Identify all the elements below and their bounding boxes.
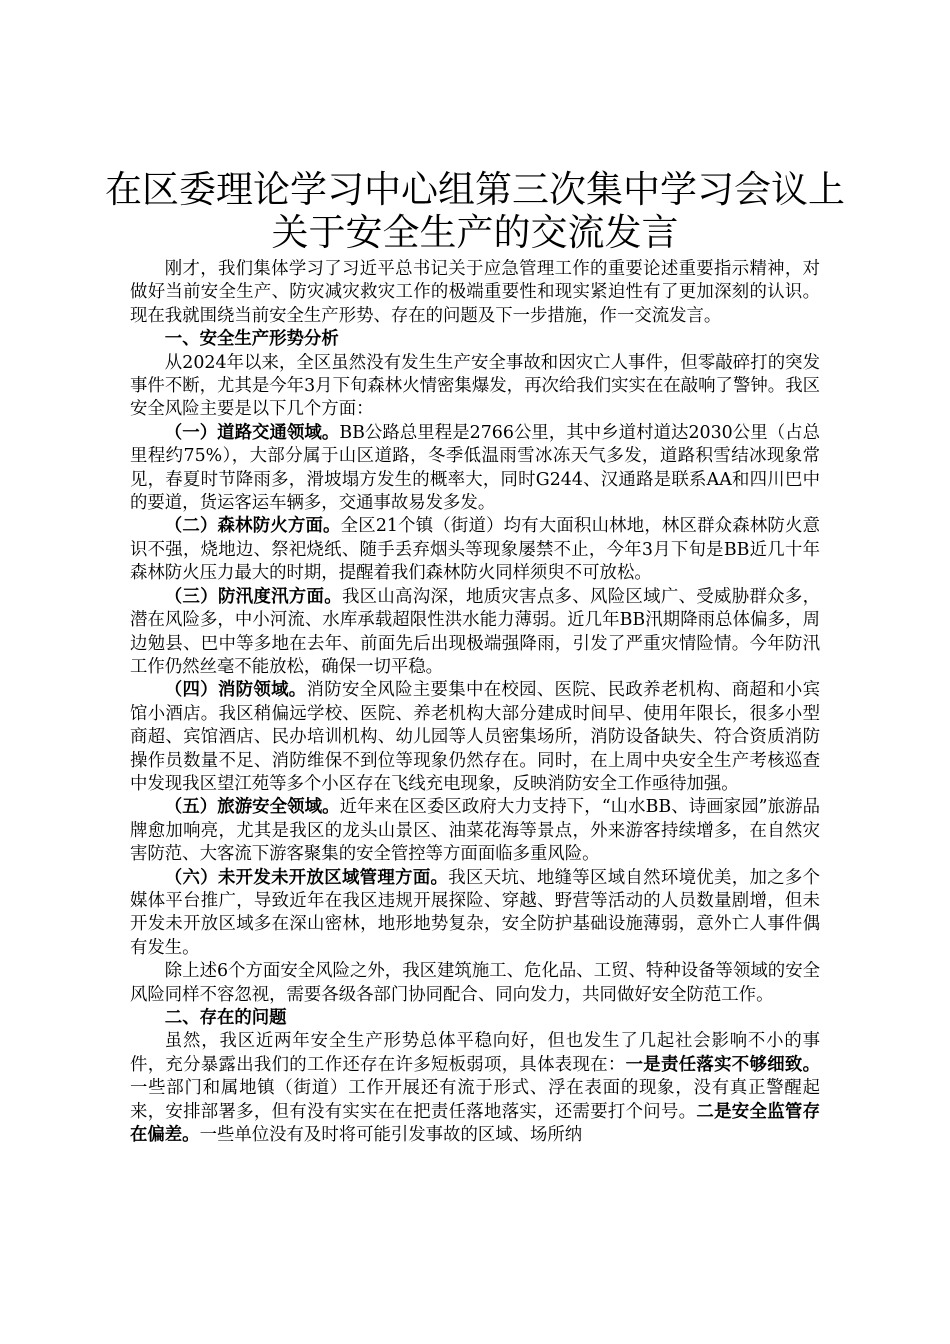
risk-item-3-label: （三）防汛度汛方面。 — [164, 586, 342, 607]
risk-item-2 — [130, 515, 820, 585]
section-1-lead: 从2024年以来，全区虽然没有发生生产安全事故和因灾亡人事件，但零敲碎打的突发事件不断，尤其是今年3月下旬森林火情密集爆发，再次给我们实实在在敲响了警钟。我区安全风险主要是以下几个方面： — [130, 352, 820, 420]
intro-paragraph: 刚才，我们集体学习了习近平总书记关于应急管理工作的重要论述重要指示精神，对做好当前安全生产、防灾减灾救灾工作的极端重要性和现实紧迫性有了更加深刻的认识。现在我就围绕当前安全生产形势、存在的问题及下一步措施，作一交流发言。 — [130, 259, 820, 326]
risk-item-4-label: （四）消防领域。 — [164, 680, 307, 701]
title-line-1: 在区委理论学习中心组第三次集中学习会议上 — [105, 168, 845, 211]
risk-item-1 — [130, 422, 820, 516]
section-2-point-2: 二是安全监管存在偏差。 — [130, 1101, 820, 1146]
title-line-2: 关于安全生产的交流发言 — [271, 211, 679, 254]
risk-item-1-text: BB公路总里程是2766公里，其中乡道村道达2030公里（占总里程约75%），大部分属于山区道路，冬季低温雨雪冰冻天气多发，道路积雪结冰现象常见，春夏时节降雨多，滑坡塌方发生的概率大，同时G244、汉通路是联系AA和四川巴中的要道，货运客运车辆多，交通事故易发多发。 — [130, 422, 820, 514]
document-title — [100, 168, 850, 254]
risk-item-4 — [130, 679, 820, 796]
section-2-text-c: 一些单位没有及时将可能引发事故的区域、场所纳 — [199, 1125, 583, 1146]
section-2-text-b: 一些部门和属地镇（街道）工作开展还有流于形式、浮在表面的现象，没有真正警醒起来，安排部署多，但有没有实实在在把责任落地落实，还需要打个问号。 — [130, 1078, 820, 1122]
risk-item-5 — [130, 796, 820, 866]
risk-item-2-text: 全区21个镇（街道）均有大面积山林地，林区群众森林防火意识不强，烧地边、祭祀烧纸、随手丢弃烟头等现象屡禁不止，今年3月下旬是BB近几十年森林防火压力最大的时期，提醒着我们森林防火同样须臾不可放松。 — [130, 516, 820, 584]
risk-item-6-label: （六）未开发未开放区域管理方面。 — [164, 867, 449, 888]
risk-item-6-text: 我区天坑、地缝等区域自然环境优美，加之多个媒体平台推广，导致近年在我区违规开展探险、穿越、野营等活动的人员数量剧增，但未开发未开放区域多在深山密林，地形地势复杂，安全防护基础设施薄弱，意外亡人事件偶有发生。 — [130, 867, 820, 958]
section-1-closing: 除上述6个方面安全风险之外，我区建筑施工、危化品、工贸、特种设备等领域的安全风险同样不容忽视，需要各级各部门协同配合、同向发力，共同做好安全防范工作。 — [130, 961, 820, 1005]
section-2-text-a: 虽然，我区近两年安全生产形势总体平稳向好，但也发生了几起社会影响不小的事件，充分暴露出我们的工作还存在许多短板弱项，具体表现在： — [130, 1031, 820, 1075]
risk-item-3-text: 我区山高沟深，地质灾害点多、风险区域广、受威胁群众多，潜在风险多，中小河流、水库承载超限性洪水能力薄弱。近几年BB汛期降雨总体偏多，周边勉县、巴中等多地在去年、前面先后出现极端强降雨，引发了严重灾情险情。今年防汛工作仍然丝毫不能放松，确保一切平稳。 — [130, 586, 820, 677]
section-2-heading: 二、存在的问题 — [164, 1008, 287, 1028]
risk-item-5-label: （五）旅游安全领域。 — [164, 797, 340, 818]
risk-item-3 — [130, 586, 820, 680]
risk-item-5-text: 近年来在区委区政府大力支持下，“山水BB、诗画家园”旅游品牌愈加响亮，尤其是我区的龙头山景区、油菜花海等景点，外来游客持续增多，在自然灾害防范、大客流下游客聚集的安全管控等方面面临多重风险。 — [130, 797, 820, 865]
section-1-heading: 一、安全生产形势分析 — [164, 329, 339, 350]
risk-item-4-text: 消防安全风险主要集中在校园、医院、民政养老机构、商超和小宾馆小酒店。我区稍偏远学校、医院、养老机构大部分建成时间早、使用年限长，很多小型商超、宾馆酒店、民办培训机构、幼儿园等人员密集场所，消防设备缺失、符合资质消防操作员数量不足、消防维保不到位等现象仍然存在。同时，在上周中央安全生产考核巡查中发现我区望江苑等多个小区存在飞线充电现象，反映消防安全工作亟待加强。 — [130, 680, 820, 794]
risk-item-1-label: （一）道路交通领域。 — [164, 422, 340, 443]
risk-item-2-label: （二）森林防火方面。 — [164, 516, 341, 537]
risk-item-6 — [130, 867, 820, 961]
document-page — [105, 168, 845, 1147]
section-2-paragraph — [130, 1030, 820, 1147]
section-2-point-1: 一是责任落实不够细致。 — [625, 1054, 820, 1075]
